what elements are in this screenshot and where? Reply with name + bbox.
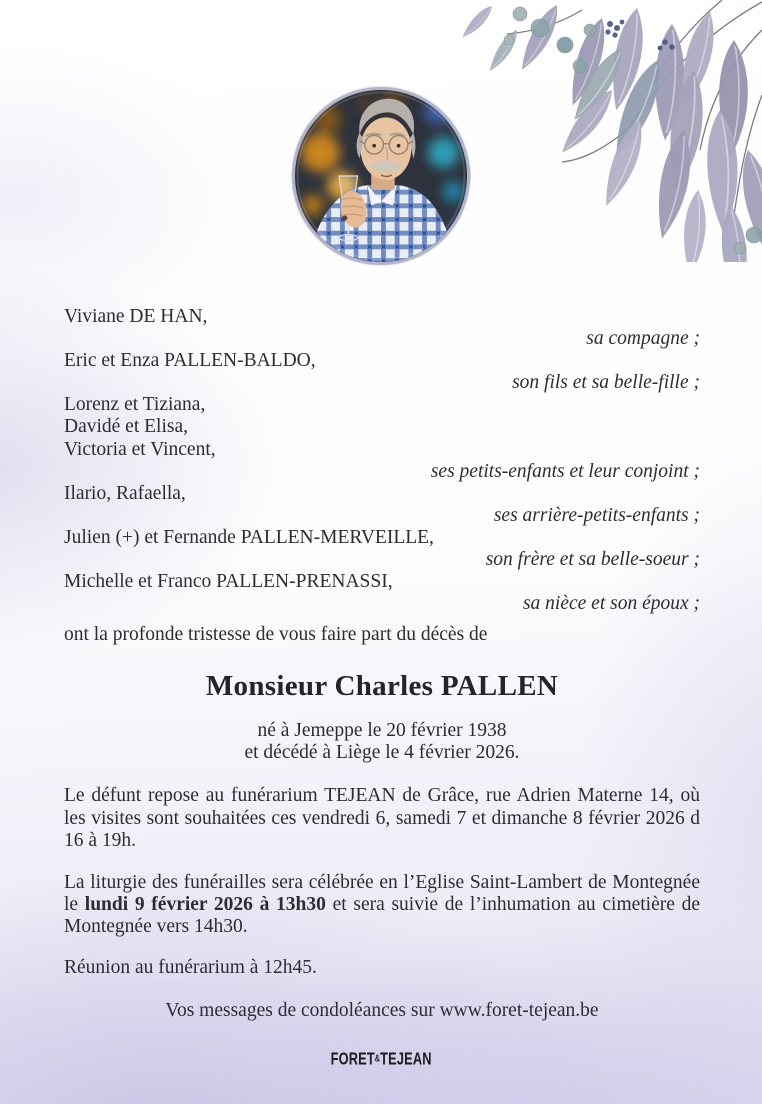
intro-line: ont la profonde tristesse de vous faire part du décès de bbox=[64, 624, 488, 646]
family-name-line: Viviane DE HAN, bbox=[64, 306, 208, 327]
relation-line: sa nièce et son époux ; bbox=[522, 593, 700, 615]
birth-death-lines bbox=[64, 720, 700, 764]
relation-line: sa compagne ; bbox=[586, 328, 700, 350]
relation-line: ses arrière-petits-enfants ; bbox=[493, 504, 700, 526]
relation-line: son frère et sa belle-soeur ; bbox=[485, 549, 700, 571]
family-name-line: Michelle et Franco PALLEN-PRENASSI, bbox=[64, 571, 393, 593]
liturgy-text-post: et sera suivie de l’inhumation au cimetière de Montegnée vers 14h30. bbox=[64, 893, 700, 938]
liturgy-datetime-bold: lundi 9 février 2026 à 13h30 bbox=[84, 893, 326, 915]
announcement-body bbox=[64, 306, 700, 1022]
relation-line: son fils et sa belle-fille ; bbox=[512, 372, 700, 394]
repose-paragraph: Le défunt repose au funérarium TEJEAN de Grâce, rue Adrien Materne 14, où les visites sont souhaitées ces vendredi 6, samedi 7 et dimanche 8 février 2026 d 16 à 19h. bbox=[64, 785, 700, 852]
relation-line: ses petits-enfants et leur conjoint ; bbox=[430, 460, 700, 482]
liturgy-paragraph bbox=[64, 872, 700, 939]
portrait-photo bbox=[292, 87, 470, 265]
logo-part-foret: FORET bbox=[330, 1049, 375, 1069]
deceased-name-title: Monsieur Charles PALLEN bbox=[205, 670, 559, 703]
funeral-home-logo bbox=[0, 1051, 762, 1069]
liturgy-text-pre: La liturgie des funérailles sera célébrée en l’Eglise Saint-Lambert de Montegnée le bbox=[64, 871, 700, 915]
condolences-line: Vos messages de condoléances sur www.foret-tejean.be bbox=[165, 999, 599, 1021]
family-name-line: Ilario, Rafaella, bbox=[64, 482, 186, 504]
family-name-line: Eric et Enza PALLEN-BALDO, bbox=[64, 350, 316, 372]
family-name-line: Julien (+) et Fernande PALLEN-MERVEILLE, bbox=[64, 526, 434, 548]
death-line: et décédé à Liège le 4 février 2026. bbox=[244, 742, 520, 764]
family-name-line: Victoria et Vincent, bbox=[64, 438, 216, 460]
family-name-line: Lorenz et Tiziana, bbox=[64, 394, 206, 416]
reunion-line: Réunion au funérarium à 12h45. bbox=[64, 956, 317, 978]
family-name-line: Davidé et Elisa, bbox=[64, 416, 188, 438]
funeral-home-logo-text bbox=[331, 1050, 432, 1070]
foliage-decoration-icon bbox=[462, 0, 762, 262]
logo-part-tejean: TEJEAN bbox=[380, 1049, 432, 1069]
logo-ampersand: & bbox=[374, 1052, 381, 1064]
birth-line: né à Jemeppe le 20 février 1938 bbox=[257, 720, 507, 742]
